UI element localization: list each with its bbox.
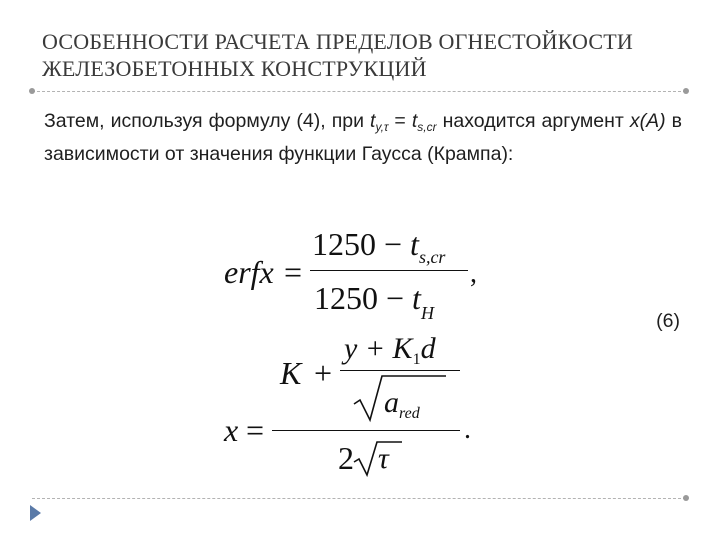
next-slide-arrow-icon[interactable] xyxy=(30,505,41,521)
tau-var: τ xyxy=(378,442,389,475)
var-t-y-subscript: y,τ xyxy=(375,120,389,134)
var-t-s-subscript: s,cr xyxy=(417,120,437,134)
divider-cap-right xyxy=(683,495,689,501)
formula1-fraction-bar xyxy=(310,270,468,271)
inner-fraction-bar xyxy=(340,370,460,371)
slide-title-line-2: ЖЕЛЕЗОБЕТОННЫХ КОНСТРУКЦИЙ xyxy=(42,56,427,81)
var-t-y: t xyxy=(370,110,376,132)
formula1-denominator: $1250 - t_H$ xyxy=(314,280,434,323)
main-fraction-bar xyxy=(272,430,460,431)
body-part-2: находится аргумент xyxy=(436,110,630,132)
plus-sign: + xyxy=(314,355,333,391)
x-lhs: x xyxy=(224,412,239,448)
formula1-comma: , xyxy=(470,258,477,289)
formula1-numerator: $1250 - t_{s,cr}$ xyxy=(312,226,446,267)
equation-number: (6) xyxy=(656,310,680,332)
formula2-period: . xyxy=(464,414,471,445)
formula2-equals: = xyxy=(246,412,265,448)
var-t-s: t xyxy=(411,110,418,132)
slide-title-line-1: ОСОБЕННОСТИ РАСЧЕТА ПРЕДЕЛОВ ОГНЕСТОЙКОСТИ xyxy=(42,29,633,54)
body-part-3: в зависимости от значения функции Гаусса (Крампа): xyxy=(44,110,682,165)
k-term: K xyxy=(280,355,302,391)
body-part-1: Затем, используя формулу (4), при xyxy=(44,110,371,132)
bottom-divider xyxy=(32,498,686,499)
erfx-lhs: erfx xyxy=(224,254,274,290)
inner-numerator: $y + K_1d$ xyxy=(344,332,436,368)
radicand-a: $a_{red}$ xyxy=(384,386,420,422)
denominator-two: 2 xyxy=(338,440,354,476)
formula1-equals: = xyxy=(284,254,303,290)
equals-sign: = xyxy=(388,110,412,132)
argument-xa: x(A) xyxy=(629,110,666,132)
